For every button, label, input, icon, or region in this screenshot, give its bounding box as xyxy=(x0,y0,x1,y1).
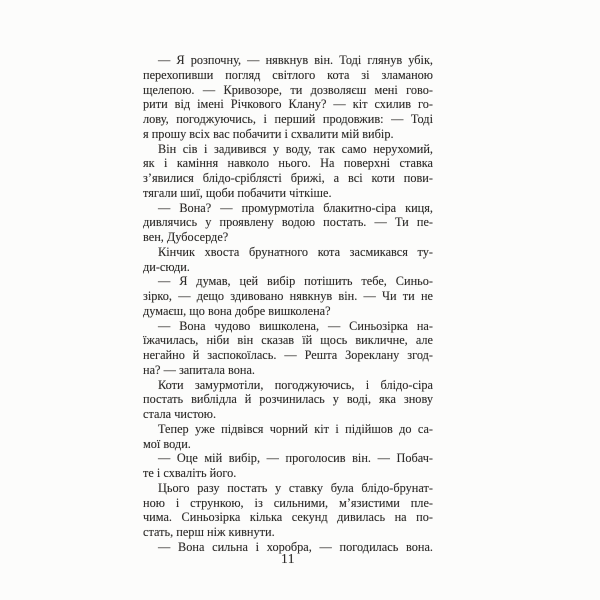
text-line: Він сів і задивився у воду, так само нерухомий, xyxy=(158,141,433,156)
text-line: те і схваліть його. xyxy=(143,466,237,480)
text-line: зірко, — дещо здивовано нявкнув він. — Чи ти не xyxy=(143,289,433,303)
text-line: вен, Дубосерде? xyxy=(143,230,229,244)
text-line: Кінчик хвоста брунатного кота засмикався ту- xyxy=(158,244,433,259)
text-line: ною і стрункою, із сильними, м’язистими пле- xyxy=(143,495,433,510)
text-line: їжачилась, ніби він сказав їй щось викличне, але xyxy=(143,333,433,348)
page-number: 11 xyxy=(281,551,295,566)
text-line: Тепер уже підвівся чорний кіт і підійшов до са- xyxy=(158,421,433,436)
text-line: на? — запитала вона. xyxy=(143,362,255,377)
text-line: — Вона сильна і хоробра, — погодилась вона. xyxy=(158,539,433,554)
text-line: дивлячись у проявлену водою постать. — Ти пе- xyxy=(143,215,433,230)
text-line: мої води. xyxy=(143,436,191,451)
text-line: чима. Синьозірка кілька секунд дивилась на по- xyxy=(143,510,433,525)
text-line: — Я думав, цей вибір потішить тебе, Синьо- xyxy=(158,274,433,289)
text-line: щелепою. — Кривозоре, ти дозволяєш мені гово- xyxy=(143,82,433,97)
text-line: Цього разу постать у ставку була блідо-брунат- xyxy=(158,480,433,495)
text-line: — Я розпочну, — нявкнув він. Тоді глянув убік, xyxy=(158,53,433,67)
text-line: думаєш, що вона добре вишколена? xyxy=(143,303,331,318)
text-line: я прошу всіх вас побачити і схвалити мій вибір. xyxy=(143,126,394,141)
text-line: стала чистою. xyxy=(143,407,217,421)
text-line: тягали шиї, щоби побачити чіткіше. xyxy=(143,185,332,200)
text-line: — Вона? — промурмотіла блакитно-сіра киця, xyxy=(158,200,433,215)
text-line: як і каміння навколо нього. На поверхні ставка xyxy=(143,156,433,171)
text-line: лову, погоджуючись, і перший продовжив: — Тоді xyxy=(143,112,433,126)
text-line: стать, перш ніж кивнути. xyxy=(143,525,275,539)
text-line: — Оце мій вибір, — проголосив він. — Побач- xyxy=(158,451,433,466)
text-line: постать виблідла й розчинилась у воді, яка знову xyxy=(143,392,433,407)
text-line: рити від імені Річкового Клану? — кіт схилив го- xyxy=(143,97,433,112)
text-line: з’явилися блідо-сріблясті брижі, а всі коти пови- xyxy=(143,171,433,185)
text-line: ди-сюди. xyxy=(143,259,190,274)
page-text xyxy=(143,53,433,555)
text-line: перехопивши погляд світлого кота зі зламаною xyxy=(143,67,433,82)
text-line: негайно й заспокоїлась. — Решта Зореклану згод- xyxy=(143,348,433,362)
text-line: — Вона чудово вишколена, — Синьозірка на- xyxy=(158,318,433,333)
text-line: Коти замурмотіли, погоджуючись, і блідо-сіра xyxy=(158,377,433,392)
